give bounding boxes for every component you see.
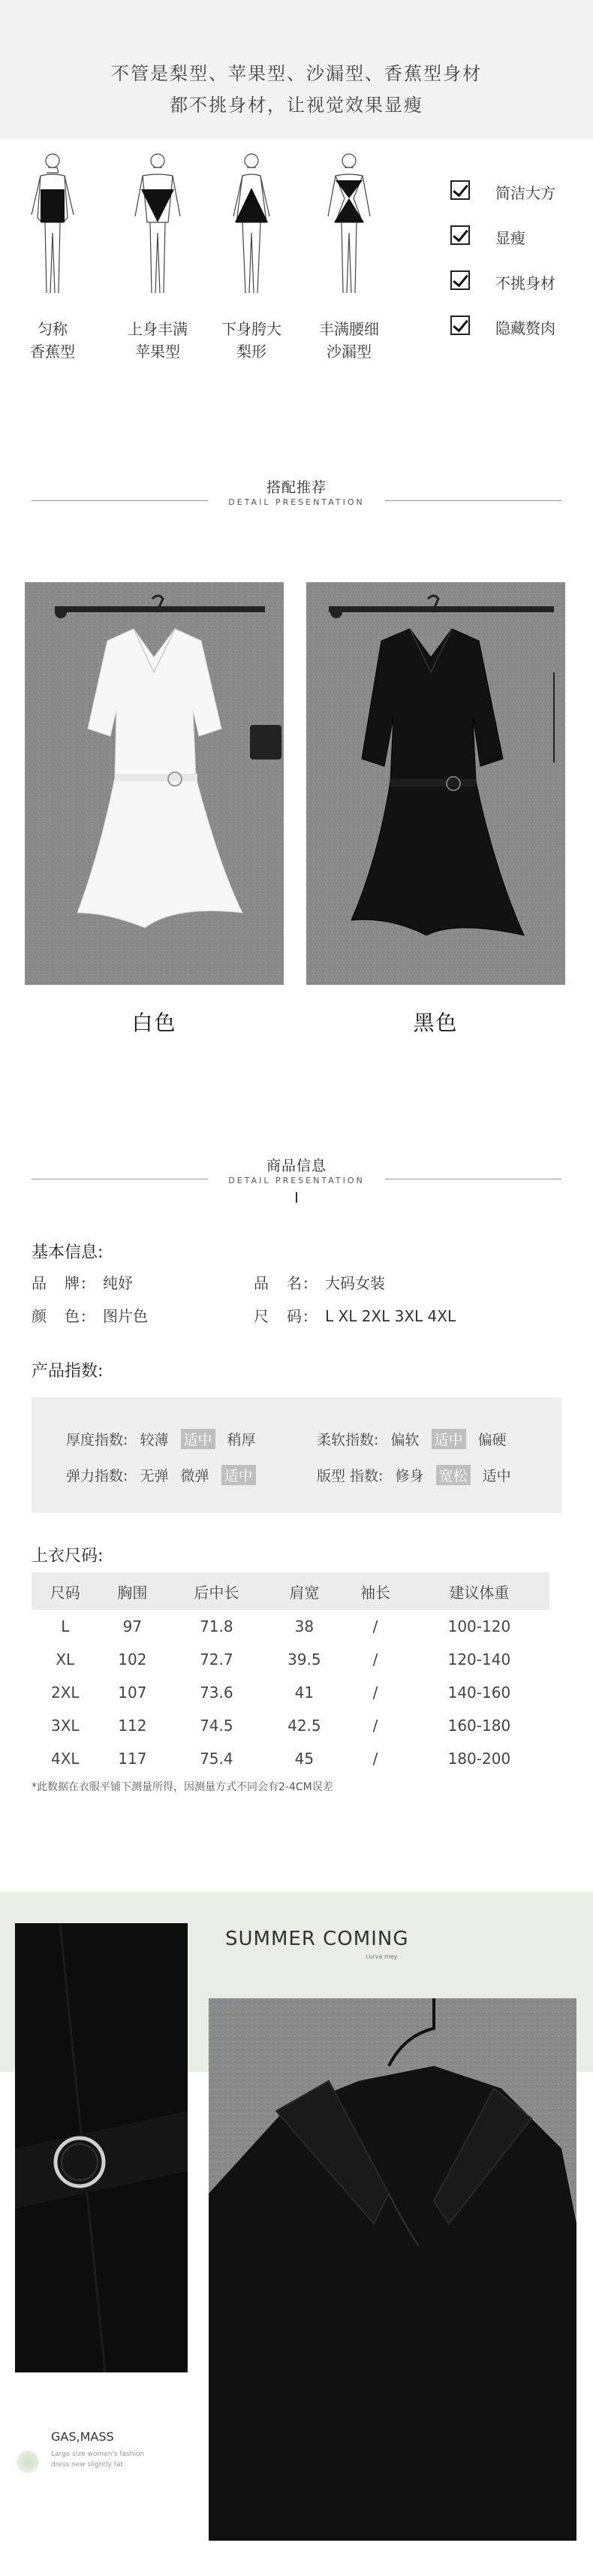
checkbox-checked-icon (450, 180, 470, 200)
figure-apple-icon (120, 150, 195, 300)
body-types-section (0, 150, 593, 368)
product-photo-white (25, 582, 284, 985)
size-note: *此数据在衣服平铺下测量所得，因测量方式不同会有2-4CM误差 (32, 1781, 333, 1793)
table-cell: 41 (294, 1684, 315, 1702)
checkbox-checked-icon (450, 225, 470, 245)
indices-title: 产品指数: (32, 1362, 104, 1381)
table-cell: 74.5 (200, 1717, 233, 1735)
section-title: 搭配推荐 (266, 479, 327, 496)
feature-text: 显瘦 (495, 229, 525, 247)
table-cell: 45 (294, 1750, 315, 1768)
table-cell: 100-120 (447, 1617, 511, 1635)
size-chart-title: 上衣尺码: (32, 1547, 104, 1566)
index-thickness (66, 1429, 263, 1451)
index-elasticity (66, 1465, 263, 1487)
table-cell: 160-180 (447, 1717, 511, 1735)
figure-banana-icon (15, 150, 90, 300)
index-key: 厚度指数: (66, 1432, 128, 1448)
feature-text: 隐藏赘肉 (495, 319, 555, 337)
table-cell: 71.8 (200, 1617, 233, 1635)
checkbox-checked-icon (450, 316, 470, 335)
body-type-label-2: 香蕉型 (30, 343, 75, 361)
index-fit (317, 1465, 519, 1487)
section-tick-mark (296, 1192, 297, 1203)
col-header: 建议体重 (409, 1572, 549, 1610)
basic-info-title: 基本信息: (32, 1243, 104, 1262)
body-type-hourglass (296, 150, 402, 368)
body-type-label-1: 上身丰满 (128, 320, 188, 338)
index-option: 修身 (395, 1468, 424, 1484)
table-cell: / (372, 1717, 378, 1735)
table-row (32, 1643, 549, 1676)
info-color (32, 1304, 148, 1326)
table-row (32, 1676, 549, 1709)
body-type-pear (199, 150, 304, 368)
table-cell: 75.4 (200, 1750, 233, 1768)
belt-detail-image (15, 1923, 188, 2372)
black-dress-image (306, 582, 565, 985)
checkbox-checked-icon (450, 270, 470, 290)
body-type-banana (0, 150, 105, 368)
figure-pear-icon (214, 150, 289, 300)
table-cell: XL (56, 1650, 75, 1669)
white-dress-image (25, 582, 284, 985)
summer-heading: SUMMER COMING (225, 1928, 409, 1950)
banner-line-1: 不管是梨型、苹果型、沙漏型、香蕉型身材 (111, 63, 482, 84)
table-cell: 140-160 (447, 1684, 511, 1702)
body-type-label-1: 丰满腰细 (319, 320, 379, 338)
info-key: 品 名: (254, 1274, 310, 1292)
table-cell: 4XL (51, 1750, 80, 1768)
decor-dot (17, 2451, 39, 2473)
detail-photo-collar (209, 1998, 576, 2541)
body-type-label-2: 梨形 (236, 343, 266, 361)
table-cell: / (372, 1617, 378, 1635)
index-option: 偏硬 (477, 1432, 507, 1448)
index-option: 较薄 (140, 1432, 169, 1448)
col-header: 袖长 (342, 1572, 409, 1610)
section-subtitle: DETAIL PRESENTATION (228, 1176, 365, 1185)
info-value: 大码女装 (325, 1274, 385, 1292)
table-cell: 117 (118, 1750, 147, 1768)
index-option-selected: 适中 (432, 1429, 466, 1449)
col-header: 后中长 (166, 1572, 266, 1610)
gas-subtext-2: dress new slightly fat (51, 2461, 123, 2469)
size-table-header (32, 1572, 549, 1610)
index-key: 弹力指数: (66, 1468, 128, 1484)
index-key: 柔软指数: (317, 1432, 379, 1448)
col-header: 胸围 (99, 1572, 167, 1610)
table-cell: 3XL (51, 1717, 80, 1735)
table-cell: L (61, 1617, 70, 1635)
table-cell: 2XL (51, 1684, 80, 1702)
table-cell: / (372, 1750, 378, 1768)
index-key: 版型 指数: (317, 1468, 384, 1484)
feature-item (450, 224, 593, 246)
col-header: 肩宽 (267, 1572, 342, 1610)
body-type-label-1: 匀称 (38, 320, 68, 338)
info-key: 尺 码: (254, 1307, 310, 1325)
table-cell: 120-140 (447, 1650, 511, 1669)
body-type-label-1: 下身胯大 (221, 320, 281, 338)
table-cell: 102 (118, 1650, 147, 1669)
info-name (254, 1271, 385, 1293)
table-cell: 112 (118, 1717, 147, 1735)
body-type-label-2: 苹果型 (135, 343, 180, 361)
gas-subtext-1: Large size women's fashion (51, 2451, 145, 2458)
info-value: 图片色 (103, 1307, 148, 1325)
top-banner (0, 0, 593, 139)
collar-detail-image (209, 1998, 576, 2541)
feature-item (450, 314, 593, 337)
table-cell: / (372, 1684, 378, 1702)
feature-text: 不挑身材 (495, 274, 555, 292)
info-size (254, 1304, 456, 1326)
index-option: 偏软 (390, 1432, 420, 1448)
table-cell: 38 (294, 1617, 315, 1635)
feature-item (450, 179, 593, 201)
summer-subtext: curva mey (366, 1953, 398, 1960)
gas-heading: GAS,MASS (51, 2430, 114, 2444)
table-row (32, 1610, 549, 1643)
index-option-selected: 宽松 (436, 1465, 471, 1485)
section-heading-styling (0, 467, 593, 520)
body-type-apple (105, 150, 210, 368)
table-cell: 180-200 (447, 1750, 511, 1768)
feature-text: 简洁大方 (495, 184, 555, 202)
section-title: 商品信息 (266, 1158, 327, 1174)
table-cell: 39.5 (287, 1650, 321, 1669)
index-option: 微弹 (180, 1468, 209, 1484)
feature-item (450, 269, 593, 291)
table-row (32, 1709, 549, 1742)
section-heading-info (0, 1146, 593, 1198)
info-key: 颜 色: (32, 1307, 88, 1325)
table-cell: / (372, 1650, 378, 1669)
index-option: 无弹 (140, 1468, 169, 1484)
table-cell: 42.5 (287, 1717, 321, 1735)
banner-line-2: 都不挑身材，让视觉效果显瘦 (170, 95, 423, 116)
table-row (32, 1742, 549, 1775)
info-value: L XL 2XL 3XL 4XL (325, 1307, 456, 1325)
index-option: 稍厚 (227, 1432, 256, 1448)
index-softness (317, 1429, 514, 1451)
index-option-selected: 适中 (181, 1429, 215, 1449)
product-photo-black (306, 582, 565, 985)
col-header: 尺码 (32, 1572, 99, 1610)
color-label-black: 黑色 (413, 1010, 459, 1035)
table-cell: 73.6 (200, 1684, 233, 1702)
indices-box (32, 1397, 561, 1513)
info-brand (32, 1271, 133, 1293)
size-table (32, 1572, 549, 1775)
index-option-selected: 适中 (221, 1465, 256, 1485)
color-label-white: 白色 (131, 1010, 177, 1035)
index-option: 适中 (482, 1468, 511, 1484)
section-subtitle: DETAIL PRESENTATION (228, 497, 365, 507)
info-value: 纯妤 (103, 1274, 133, 1292)
table-cell: 107 (118, 1684, 147, 1702)
table-cell: 72.7 (200, 1650, 233, 1669)
table-cell: 97 (122, 1617, 143, 1635)
figure-hourglass-icon (312, 150, 387, 300)
info-key: 品 牌: (32, 1274, 88, 1292)
body-type-label-2: 沙漏型 (327, 343, 372, 361)
detail-photo-belt (15, 1923, 188, 2372)
